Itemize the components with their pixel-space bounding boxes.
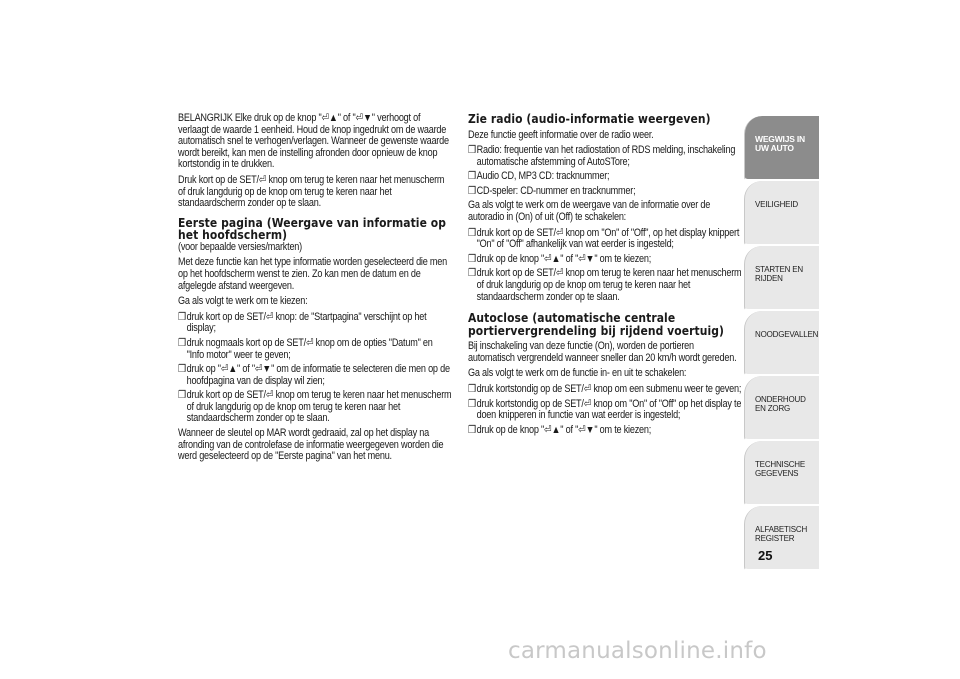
autoclose-paragraph: Bij inschakeling van deze functie (On), worden de portieren automatisch vergrendeld wanneer sneller dan 20 km/h wordt gereden. [468,340,737,364]
radio-instruction: Ga als volgt te werk om de weergave van de informatie over de autoradio in (On) of uit (Off) te schakelen: [468,199,711,224]
list-item: ❒druk kort op de SET/⏎ knop om "On" of "Off", op het display knippert "On" of "Off" afhankelijk van wat eerder is ingesteld; [468,226,740,251]
intro-paragraph: BELANGRIJK Elke druk op de knop "⏎▲" of "⏎▼" verhoogt of verlaagt de waarde 1 eenheid. Houd de knop ingedrukt om de waarde automatisch snel te verhogen/verlagen. Wanneer de gewenste waarde wordt bereikt, kan men de instelling afronden door opnieuw de knop kortstondig in te drukken. [178,112,449,171]
list-item: ❒druk op "⏎▲" of "⏎▼" om de informatie te selecteren die men op de hoofdpagina van de display wil zien; [178,363,450,387]
list-item: ❒Radio: frequentie van het radiostation of RDS melding, inschakeling automatische afstemming of AutoSTore; [468,144,736,168]
list-item: ❒druk kort op de SET/⏎ knop om terug te keren naar het menuscherm of druk langdurig op de knop om terug te keren naar het standaardscherm zonder op te slaan. [468,267,742,303]
bullet-icon: ❒ [468,184,476,197]
list-item: ❒CD-speler: CD-nummer en tracknummer; [468,184,636,197]
list-item: ❒druk kortstondig op de SET/⏎ knop om een submenu weer te geven; [468,383,742,395]
bullet-icon: ❒ [468,226,476,239]
bullet-icon: ❒ [178,336,186,349]
tab-noodgevallen[interactable]: NOODGEVALLEN [744,311,819,376]
section-heading-first-page: Eerste pagina (Weergave van informatie op het hoofdscherm) [178,214,447,243]
list-item: ❒druk nogmaals kort op de SET/⏎ knop om de opties "Datum" en "Info motor" weer te geven; [178,336,433,361]
section-paragraph: Met deze functie kan het type informatie worden geselecteerd die men op het hoofdscherm wenst te zien. Zo kan men de datum en de afgelegde afstand weergeven. [178,256,447,292]
tab-veiligheid[interactable]: VEILIGHEID [744,181,819,246]
list-item: ❒druk kortstondig op de SET/⏎ knop om "On" of "Off" op het display te doen knipperen in functie van wat eerder is ingesteld; [468,397,742,422]
bullet-icon: ❒ [178,310,186,323]
right-column [468,113,741,439]
list-item: ❒Audio CD, MP3 CD: tracknummer; [468,170,610,183]
bullet-icon: ❒ [468,267,476,280]
tab-onderhoud-en-zorg[interactable]: ONDERHOUD EN ZORG [744,376,819,441]
section-heading-radio: Zie radio (audio-informatie weergeven) [468,111,711,126]
tab-alfabetisch-register[interactable]: ALFABETISCH REGISTER [744,506,819,571]
section-instruction: Ga als volgt te werk om te kiezen: [178,295,308,308]
closing-paragraph: Wanneer de sleutel op MAR wordt gedraaid, zal op het display na afronding van de controlefase de informatie weergegeven worden die werd geselecteerd op de "Eerste pagina" van het menu. [178,427,444,463]
list-item: ❒druk op de knop "⏎▲" of "⏎▼" om te kiezen; [468,252,652,265]
tab-wegwijs-in-uw-auto[interactable]: WEGWIJS IN UW AUTO [744,116,819,181]
list-item: ❒druk kort op de SET/⏎ knop: de "Startpagina" verschijnt op het display; [178,310,427,335]
list-item: ❒druk op de knop "⏎▲" of "⏎▼" om te kiezen; [468,423,652,436]
autoclose-instruction: Ga als volgt te werk om de functie in- en uit te schakelen: [468,367,687,380]
bullet-icon: ❒ [178,389,186,402]
bullet-icon: ❒ [468,144,476,157]
set-button-paragraph: Druk kort op de SET/⏎ knop om terug te keren naar het menuscherm of druk langdurig op de knop om terug te keren naar het standaardscherm zonder op te slaan. [178,173,445,210]
bullet-icon: ❒ [468,423,476,436]
bullet-icon: ❒ [468,252,476,265]
bullet-icon: ❒ [468,397,476,410]
tab-technische-gegevens[interactable]: TECHNISCHE GEGEVENS [744,441,819,506]
page-number: 25 [758,548,773,563]
left-column [178,113,451,467]
bullet-icon: ❒ [178,363,186,376]
radio-intro: Deze functie geeft informatie over de radio weer. [468,128,654,141]
section-heading-autoclose: Autoclose (automatische centrale portiervergrendeling bij rijdend voertuig) [468,310,725,338]
chapter-tabs [744,116,819,571]
watermark: carmanualsonline.info [508,638,767,664]
bullet-icon: ❒ [468,170,476,183]
section-subtitle: (voor bepaalde versies/markten) [178,240,302,253]
list-item: ❒druk kort op de SET/⏎ knop om terug te keren naar het menuscherm of druk langdurig op de knop om terug te keren naar het standaardscherm zonder op te slaan. [178,389,452,425]
tab-starten-en-rijden[interactable]: STARTEN EN RIJDEN [744,246,819,311]
bullet-icon: ❒ [468,383,476,395]
